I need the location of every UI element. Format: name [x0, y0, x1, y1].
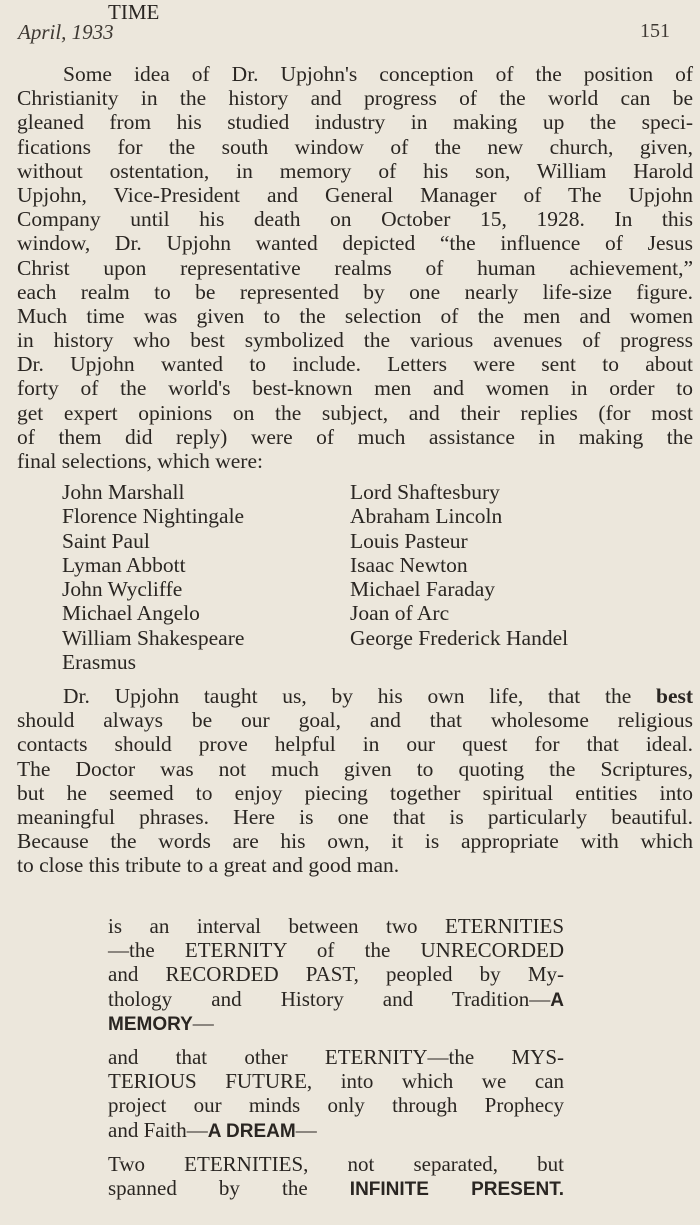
- emphasis-word: INFINITE PRESENT.: [349, 1179, 565, 1201]
- list-item: George Frederick Handel: [350, 625, 569, 650]
- emphasis-word: best: [655, 684, 694, 708]
- issue-date: April, 1933: [18, 20, 114, 44]
- text-line: without ostentation, in memory of his son, William Harold: [17, 158, 693, 183]
- poem-line: project our minds only through Prophecy: [108, 1093, 564, 1118]
- list-item: Michael Angelo: [62, 601, 200, 626]
- intro-paragraph: [17, 62, 693, 473]
- poem-line: is an interval between two ETERNITIES: [108, 914, 564, 938]
- poem-line: [108, 1176, 564, 1200]
- text-line: get expert opinions on the subject, and their replies (for most: [17, 400, 693, 425]
- list-item: Saint Paul: [62, 528, 150, 553]
- list-item: Abraham Lincoln: [350, 504, 503, 529]
- text-line: final selections, which were:: [17, 449, 263, 473]
- poem-line: and that other ETERNITY—the MYS-: [108, 1045, 564, 1069]
- poem-title: TIME: [108, 0, 160, 24]
- text-run: and Faith—: [108, 1117, 208, 1142]
- names-column-left: [62, 480, 244, 674]
- text-line: fications for the south window of the new church, given,: [17, 134, 693, 159]
- text-line: window, Dr. Upjohn wanted depicted “the influence of Jesus: [17, 231, 693, 256]
- emphasis-word: A: [550, 989, 564, 1011]
- text-run: —: [295, 1117, 317, 1142]
- text-line: to close this tribute to a great and good man.: [17, 853, 400, 878]
- poem-line: TERIOUS FUTURE, into which we can: [108, 1069, 564, 1094]
- text-line: should always be our goal, and that wholesome religious: [17, 708, 693, 733]
- text-line: Because the words are his own, it is appropriate with which: [17, 829, 693, 854]
- emphasis-word: A DREAM: [207, 1120, 296, 1142]
- text-line: but he seemed to enjoy piecing together spiritual entities into: [17, 780, 693, 805]
- poem-line: and RECORDED PAST, peopled by My-: [108, 962, 564, 987]
- names-column-right: [350, 480, 568, 650]
- list-item: Erasmus: [62, 650, 137, 675]
- text-line: [17, 684, 693, 708]
- list-item: John Marshall: [62, 480, 185, 504]
- tribute-paragraph: [17, 684, 693, 878]
- page-number: 151: [640, 20, 670, 42]
- text-run: —: [192, 1010, 214, 1035]
- list-item: Lyman Abbott: [62, 552, 186, 577]
- poem-line: [108, 987, 564, 1011]
- text-line: Much time was given to the selection of the men and women: [17, 303, 693, 328]
- text-line: of them did reply) were of much assistance in making the: [17, 424, 693, 449]
- list-item: Isaac Newton: [350, 552, 468, 577]
- text-line: Upjohn, Vice-President and General Manager of The Upjohn: [17, 182, 693, 207]
- text-line: each realm to be represented by one nearly life-size figure.: [17, 279, 693, 304]
- poem-line: —the ETERNITY of the UNRECORDED: [108, 938, 564, 963]
- text-line: meaningful phrases. Here is one that is particularly beautiful.: [17, 804, 693, 829]
- text-run: spanned by the: [108, 1176, 308, 1201]
- text-line: forty of the world's best-known men and women in order to: [17, 376, 693, 401]
- text-line: in history who best symbolized the various avenues of progress: [17, 328, 693, 353]
- list-item: William Shakespeare: [62, 625, 245, 650]
- text-line: The Doctor was not much given to quoting the Scriptures,: [17, 756, 693, 781]
- text-line: Some idea of Dr. Upjohn's conception of the position of: [63, 62, 693, 86]
- text-line: Christianity in the history and progress of the world can be: [17, 86, 693, 111]
- list-item: Florence Nightingale: [62, 504, 245, 529]
- text-run: Dr. Upjohn taught us, by his own life, that the: [63, 684, 632, 708]
- text-line: gleaned from his studied industry in making up the speci-: [17, 110, 693, 135]
- text-line: Christ upon representative realms of human achievement,”: [17, 255, 693, 280]
- text-line: Dr. Upjohn wanted to include. Letters were sent to about: [17, 352, 693, 377]
- emphasis-word: MEMORY: [108, 1013, 193, 1035]
- text-line: contacts should prove helpful in our quest for that ideal.: [17, 732, 693, 757]
- poem-line: [108, 1118, 564, 1142]
- poem-stanza-2: [108, 1045, 564, 1142]
- poem-stanza-3: [108, 1152, 564, 1200]
- poem-line: [108, 1011, 564, 1035]
- list-item: Michael Faraday: [350, 577, 496, 602]
- poem-stanza-1: [108, 914, 564, 1035]
- list-item: Louis Pasteur: [350, 528, 468, 553]
- text-line: Company until his death on October 15, 1928. In this: [17, 207, 693, 232]
- text-run: thology and History and Tradition—: [108, 986, 551, 1011]
- poem-line: Two ETERNITIES, not separated, but: [108, 1152, 564, 1176]
- list-item: Joan of Arc: [350, 601, 450, 626]
- list-item: John Wycliffe: [62, 577, 183, 602]
- list-item: Lord Shaftesbury: [350, 480, 500, 504]
